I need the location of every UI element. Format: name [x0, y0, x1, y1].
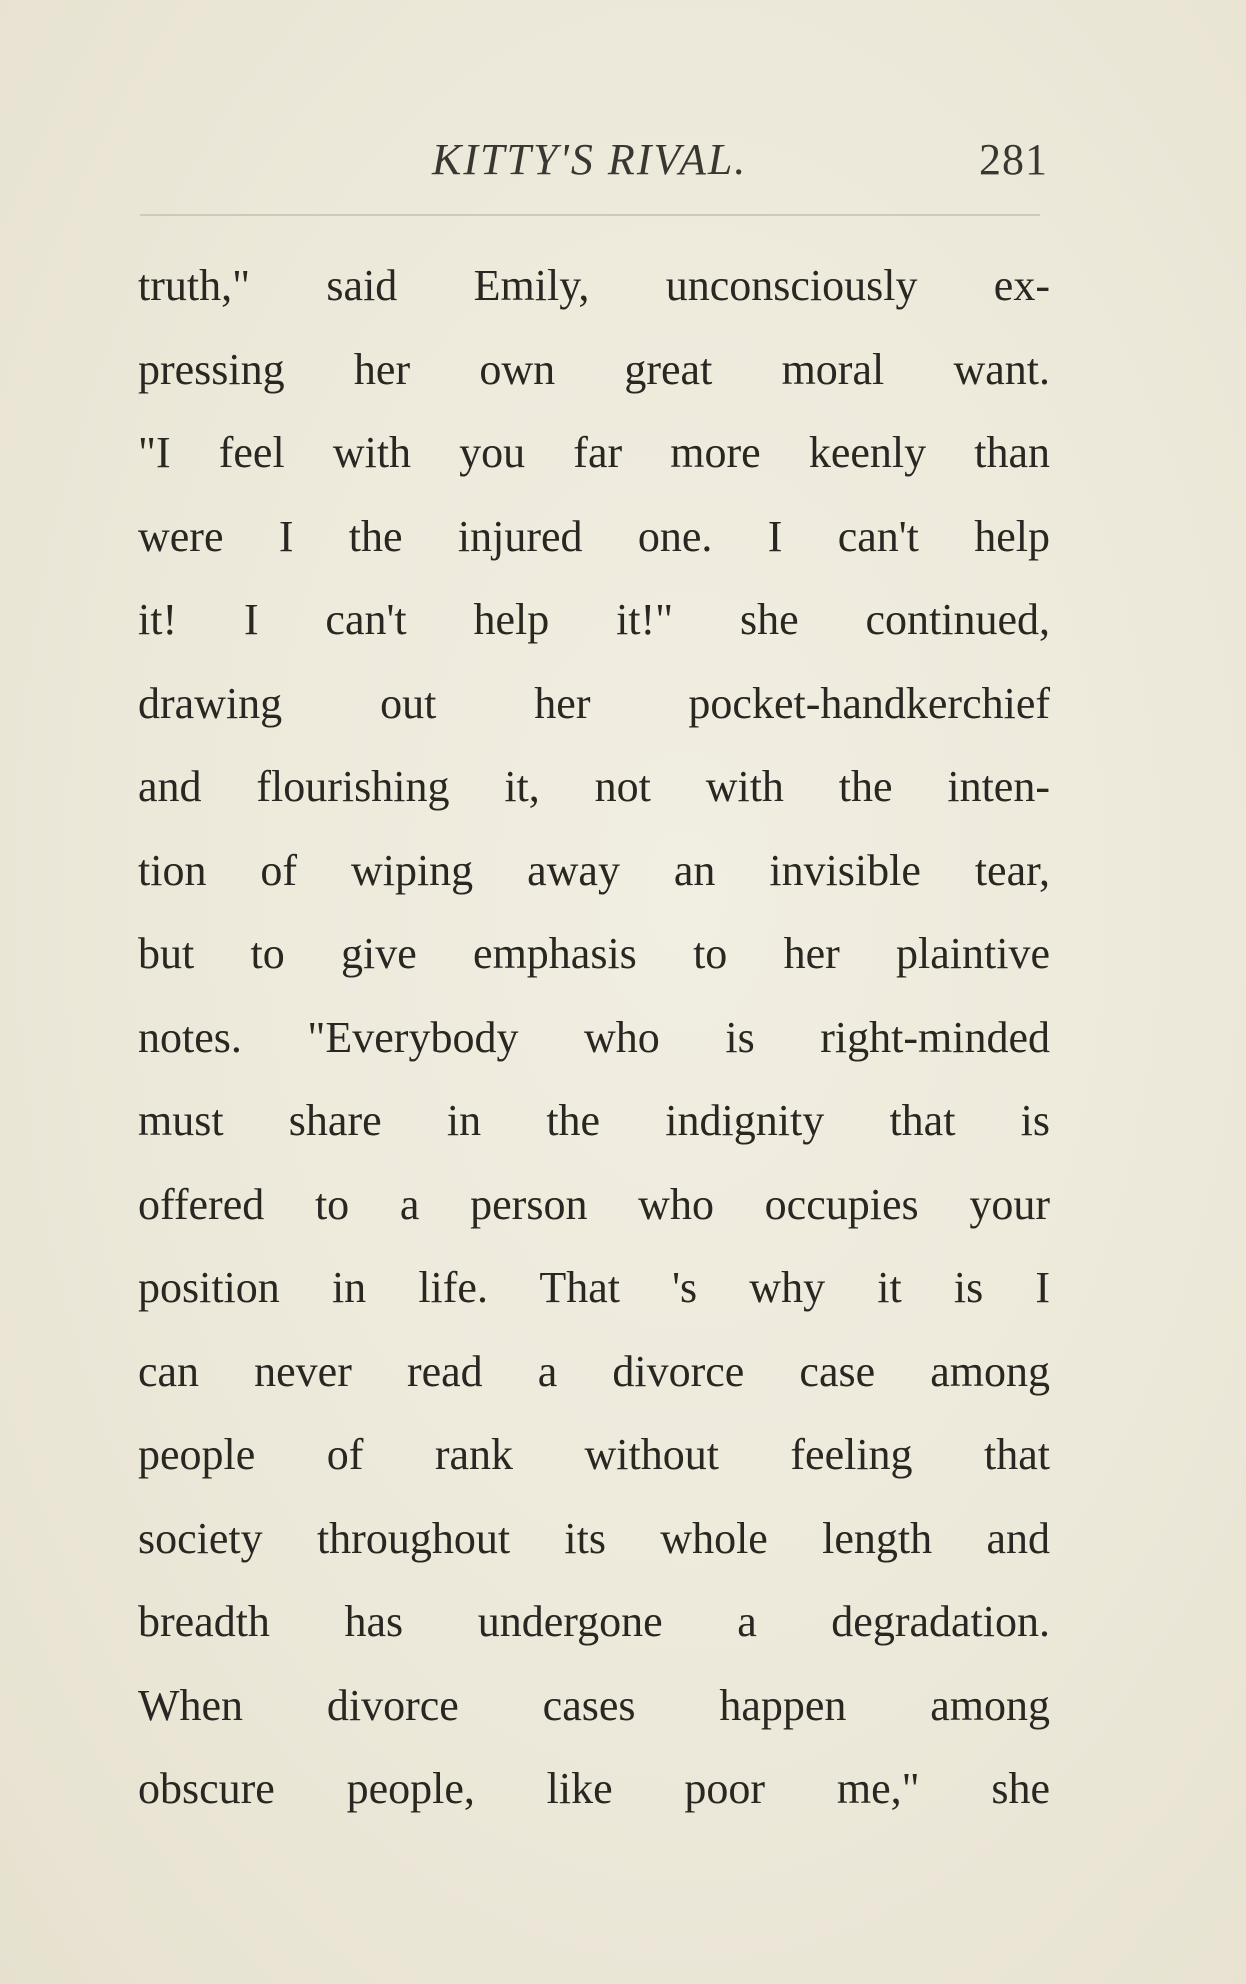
text-line: it! I can't help it!" she continued, — [138, 595, 1050, 644]
page-number: 281 — [979, 135, 1048, 184]
text-line: When divorce cases happen among — [138, 1680, 1050, 1730]
text-line: obscure people, like poor me," she — [138, 1764, 1050, 1813]
body-text — [138, 244, 1050, 1831]
running-head — [0, 130, 1246, 190]
text-line: people of rank without feeling that — [138, 1430, 1050, 1479]
text-line: offered to a person who occupies your — [138, 1179, 1050, 1229]
text-line: were I the injured one. I can't help — [138, 511, 1050, 561]
running-title: KITTY'S RIVAL. — [432, 135, 748, 184]
text-line: position in life. That 's why it is I — [138, 1263, 1050, 1312]
text-line: and flourishing it, not with the inten- — [138, 762, 1050, 811]
header-rule — [140, 214, 1040, 216]
text-line: drawing out her pocket-handkerchief — [138, 678, 1050, 728]
text-line: truth," said Emily, unconsciously ex- — [138, 261, 1050, 310]
text-line: but to give emphasis to her plaintive — [138, 929, 1050, 978]
text-line: breadth has undergone a degradation. — [138, 1597, 1050, 1646]
text-line: pressing her own great moral want. — [138, 344, 1050, 394]
text-line: tion of wiping away an invisible tear, — [138, 845, 1050, 895]
text-line: "I feel with you far more keenly than — [138, 428, 1050, 477]
text-line: can never read a divorce case among — [138, 1346, 1050, 1396]
text-line: must share in the indignity that is — [138, 1096, 1050, 1145]
text-line: notes. "Everybody who is right-minded — [138, 1012, 1050, 1062]
text-line: society throughout its whole length and — [138, 1513, 1050, 1563]
